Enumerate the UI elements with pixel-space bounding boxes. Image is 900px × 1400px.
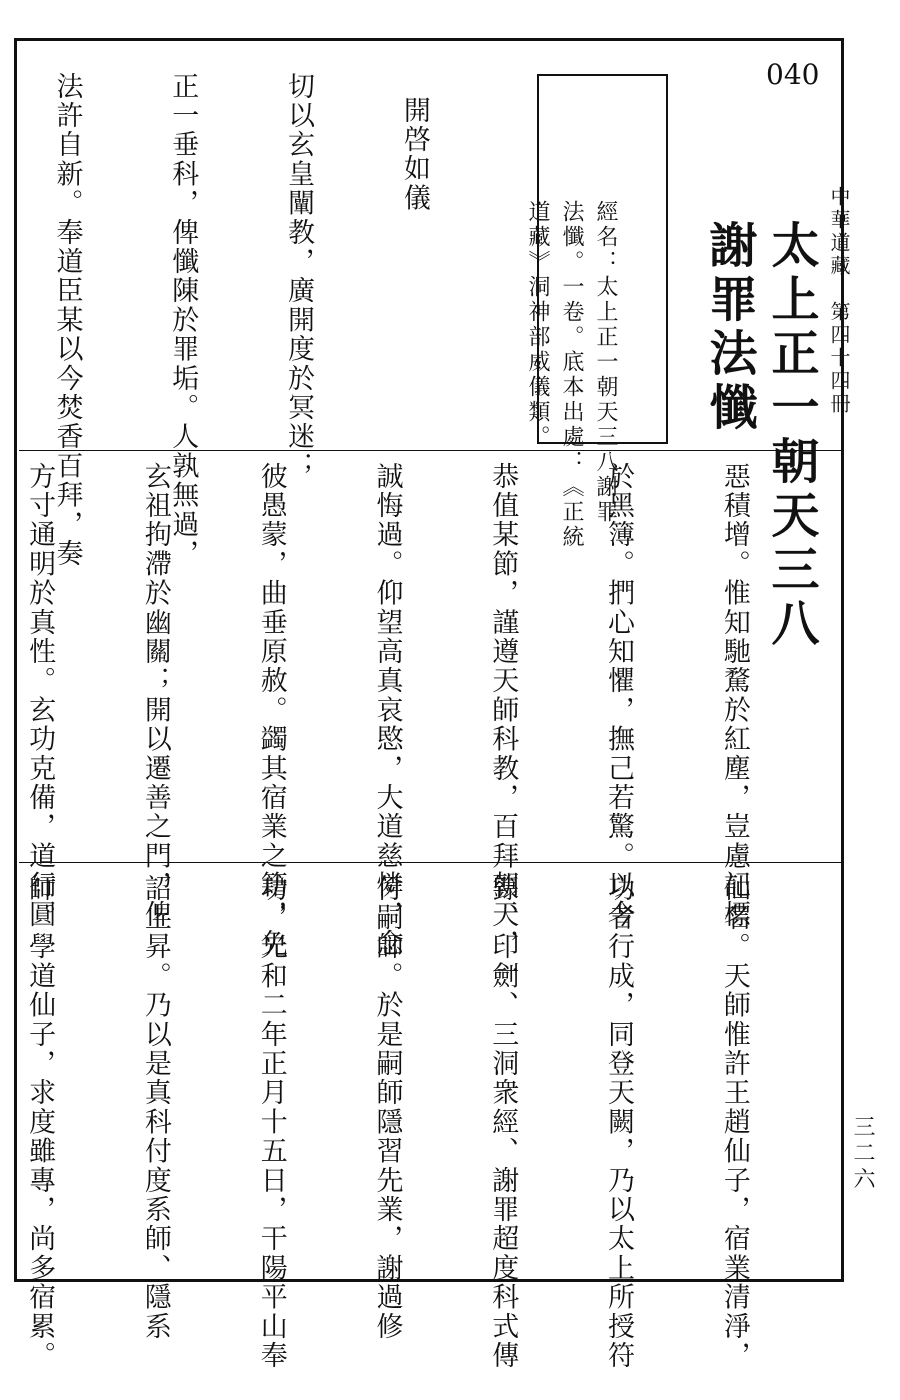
title-line-2: 謝罪法懺	[701, 220, 757, 436]
info-line-1: 經名：太上正一朝天三八謝罪	[593, 200, 618, 525]
text-column: 開啓如儀	[398, 96, 430, 213]
text-column: 方寸通明於真性。玄功克備，道行圓	[24, 462, 56, 930]
text-column: 籙、印劍、三洞衆經、謝罪超度科式傳	[487, 874, 519, 1371]
text-column: 法許自新。奉道臣某以今焚香百拜，奏	[51, 72, 83, 569]
text-column: 仙名。天師惟許王趙仙子，宿業清淨，	[718, 874, 750, 1371]
title-line-1: 太上正一朝天三八	[763, 220, 819, 652]
text-number: 040	[766, 58, 820, 91]
text-column: 切以玄皇闡教，廣開度於冥迷；	[283, 72, 315, 481]
info-line-3: 道藏》洞神部威儀類。	[525, 200, 550, 450]
text-column: 恭值某節，謹遵天師科教，百拜朝天，一	[487, 462, 519, 988]
section-3-text	[0, 874, 830, 1371]
text-column: 師。學道仙子，求度雖專，尚多宿累。	[24, 874, 56, 1371]
section-1-text	[0, 72, 510, 569]
text-column: 於黑簿。捫心知懼，撫己若驚。以今	[603, 462, 635, 930]
text-column: 正一垂科，俾懺陳於罪垢。人孰無過，	[167, 72, 199, 569]
text-column: 彼愚蒙，曲垂原赦。蠲其宿業之籍，免	[255, 462, 287, 959]
text-column: 功者行成，同登天闕，乃以太上所授符	[603, 874, 635, 1371]
text-column: 惡積增。惟知馳騖於紅塵，豈慮記標	[718, 462, 750, 930]
info-line-2: 法懺。一卷。底本出處：《正統	[559, 200, 584, 550]
scripture-info-box	[525, 74, 668, 550]
text-column: 詔上昇。乃以是真科付度系師、隱系	[139, 874, 171, 1342]
text-column: 玄祖拘滯於幽關；開以遷善之門，俾	[139, 462, 171, 930]
text-column: 付嗣師。於是嗣師隱習先業，謝過修	[371, 874, 403, 1342]
text-column: 功，光和二年正月十五日，干陽平山奉	[255, 874, 287, 1371]
section-2-text	[0, 462, 830, 988]
page-number: 三二六	[850, 1115, 875, 1193]
collection-name: 中華道藏	[827, 186, 851, 278]
volume-number: 第四十四冊	[827, 301, 851, 416]
text-column: 誠悔過。仰望高真哀愍，大道慈憐，念	[371, 462, 403, 959]
